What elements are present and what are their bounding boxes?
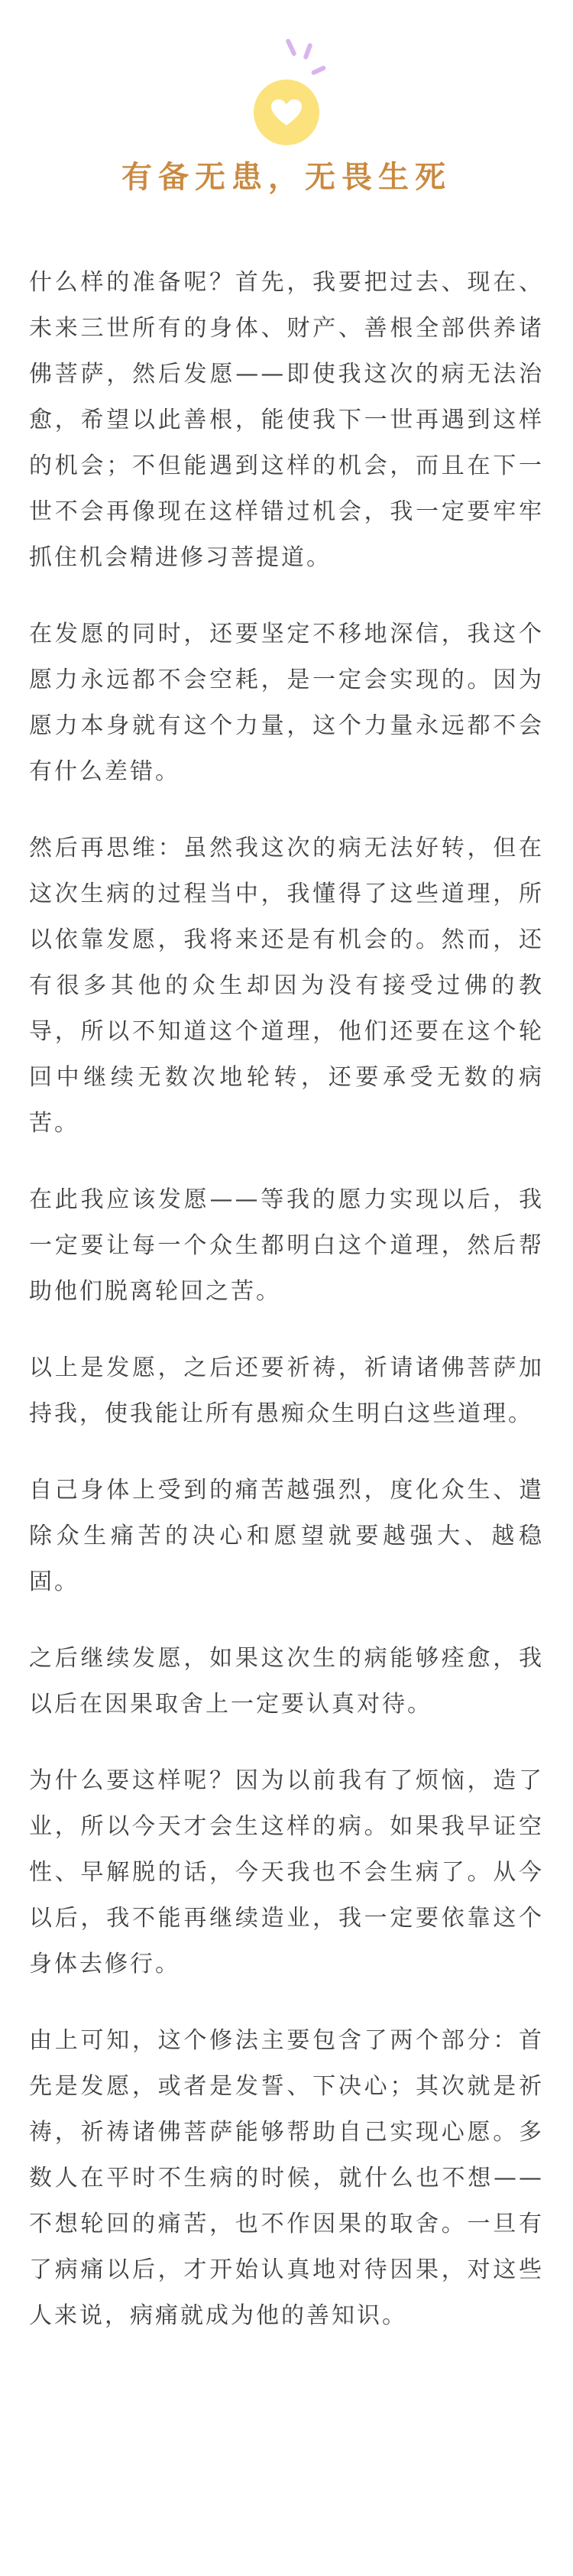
paragraph: 在此我应该发愿——等我的愿力实现以后，我一定要让每一个众生都明白这个道理，然后帮助他们脱离轮回之苦。 bbox=[29, 1186, 544, 1305]
paragraph: 为什么要这样呢？因为以前我有了烦恼，造了业，所以今天才会生这样的病。如果我早证空性、早解脱的话，今天我也不会生病了。从今以后，我不能再继续造业，我一定要依靠这个身体去修行。 bbox=[29, 1767, 544, 1977]
article-body bbox=[0, 229, 573, 2339]
paragraph: 以上是发愿，之后还要祈祷，祈请诸佛菩萨加持我，使我能让所有愚痴众生明白这些道理。 bbox=[29, 1355, 544, 1427]
sparkle-icon bbox=[285, 38, 297, 57]
heart-badge bbox=[254, 79, 319, 145]
paragraph: 然后再思维：虽然我这次的病无法好转，但在这次生病的过程当中，我懂得了这些道理，所以依靠发愿，我将来还是有机会的。然而，还有很多其他的众生却因为没有接受过佛的教导，所以不知道这个道理，他们还要在这个轮回中继续无数次地轮转，还要承受无数的病苦。 bbox=[29, 835, 544, 1137]
paragraph: 什么样的准备呢？首先，我要把过去、现在、未来三世所有的身体、财产、善根全部供养诸佛菩萨，然后发愿——即使我这次的病无法治愈，希望以此善根，能使我下一世再遇到这样的机会；不但能遇到这样的机会，而且在下一世不会再像现在这样错过机会，我一定要牢牢抓住机会精进修习菩提道。 bbox=[29, 269, 544, 571]
sparkle-icon bbox=[303, 43, 312, 60]
heart-icon bbox=[271, 99, 302, 127]
article-title: 有备无患，无畏生死 bbox=[121, 160, 452, 195]
paragraph: 自己身体上受到的痛苦越强烈，度化众生、遣除众生痛苦的决心和愿望就要越强大、越稳固。 bbox=[29, 1477, 544, 1595]
article-header bbox=[0, 0, 573, 229]
sparkle-icon bbox=[311, 65, 327, 76]
paragraph: 在发愿的同时，还要坚定不移地深信，我这个愿力永远都不会空耗，是一定会实现的。因为愿力本身就有这个力量，这个力量永远都不会有什么差错。 bbox=[29, 621, 544, 785]
paragraph: 由上可知，这个修法主要包含了两个部分：首先是发愿，或者是发誓、下决心；其次就是祈祷，祈祷诸佛菩萨能够帮助自己实现心愿。多数人在平时不生病的时候，就什么也不想——不想轮回的痛苦，也不作因果的取舍。一旦有了病痛以后，才开始认真地对待因果，对这些人来说，病痛就成为他的善知识。 bbox=[29, 2027, 544, 2329]
paragraph: 之后继续发愿，如果这次生的病能够痊愈，我以后在因果取舍上一定要认真对待。 bbox=[29, 1645, 544, 1718]
